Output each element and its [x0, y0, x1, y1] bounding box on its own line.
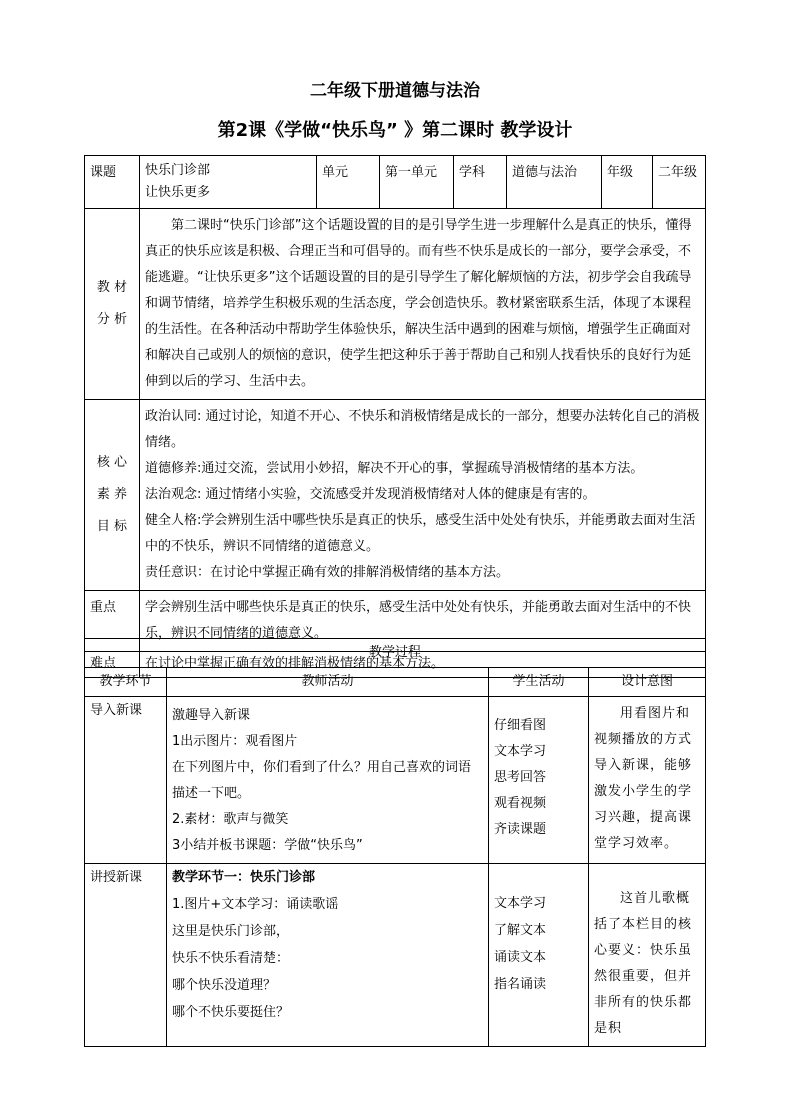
student-activity-line: 思考回答 [494, 770, 547, 785]
student-activity-line: 了解文本 [494, 923, 547, 938]
teacher-activity-line: 激趣导入新课 [172, 708, 251, 723]
student-activity-line: 仔细看图 [494, 718, 547, 733]
design-intent-cell: 这首儿歌概括了本栏目的核心要义：快乐虽然很重要，但并非所有的快乐都是积 [589, 864, 706, 1047]
unit-value: 第一单元 [380, 156, 454, 209]
core-goal-item: 政治认同: 通过讨论，知道不开心、不快乐和消极情绪是成长的一部分，想要办法转化自己的消极情绪。 [145, 409, 700, 450]
teacher-activity-cell [167, 864, 489, 1047]
topic-line-1: 快乐门诊部 [145, 163, 211, 178]
analysis-text: 第二课时“快乐门诊部”这个话题设置的目的是引导学生进一步理解什么是真正的快乐，懂得真正的快乐应该是积极、合理正当和可倡导的。而有些不快乐是成长的一部分，要学会承受，不能逃避。“让快乐更多”这个话题设置的目的是引导学生了解化解烦恼的方法，初步学会自我疏导和调节情绪，培养学生积极乐观的生活态度，学会创造快乐。教材紧密联系生活，体现了本课程的生活性。在各种活动中帮助学生体验快乐，解决生活中遇到的困难与烦恼，增强学生正确面对和解决自己或别人的烦恼的意识，使学生把这种乐于善于帮助自己和别人找看快乐的良好行为延伸到以后的学习、生活中去。 [140, 209, 706, 400]
col-header-stage: 教学环节 [85, 668, 167, 697]
overview-table [84, 155, 706, 678]
process-title: 教学过程 [85, 639, 706, 668]
lesson-title: 第2课《学做“快乐鸟” 》第二课时 教学设计 [217, 120, 573, 141]
teacher-activity-line: 在下列图片中，你们看到了什么？用自己喜欢的词语描述一下吧。 [172, 760, 472, 801]
stage-cell: 讲授新课 [85, 864, 167, 1047]
key-point-text: 学会辨别生活中哪些快乐是真正的快乐，感受生活中处处有快乐，并能勇敢去面对生活中的不快乐，辨识不同情绪的道德意义。 [140, 591, 706, 652]
student-activity-line: 诵读文本 [494, 950, 547, 965]
core-row [85, 400, 706, 591]
core-goal-item: 道德修养:通过交流，尝试用小妙招，解决不开心的事，掌握疏导消极情绪的基本方法。 [145, 461, 644, 476]
topic-label: 课题 [85, 156, 140, 209]
teacher-activity-line: 快乐不快乐看清楚： [172, 951, 290, 966]
unit-label: 单元 [317, 156, 380, 209]
student-activity-cell [489, 697, 589, 864]
analysis-label [85, 209, 140, 400]
analysis-label-line-1: 教 材 [96, 280, 128, 295]
student-activity-line: 观看视频 [494, 796, 547, 811]
core-goal-item: 健全人格:学会辨别生活中哪些快乐是真正的快乐，感受生活中处处有快乐，并能勇敢去面对生活中的不快乐，辨识不同情绪的道德意义。 [145, 513, 696, 554]
teacher-activity-line: 3小结并板书课题：学做“快乐鸟” [172, 838, 363, 853]
col-header-intent: 设计意图 [589, 668, 706, 697]
teacher-activity-line: 1.图片+文本学习：诵读歌谣 [172, 897, 339, 912]
process-title-row [85, 639, 706, 668]
process-table [84, 638, 706, 1047]
teacher-activity-line: 1出示图片：观看图片 [172, 734, 298, 749]
core-goal-item: 责任意识：在讨论中掌握正确有效的排解消极情绪的基本方法。 [145, 565, 510, 580]
teacher-activity-line: 2.素材：歌声与微笑 [172, 812, 289, 827]
topic-line-2: 让快乐更多 [145, 185, 211, 200]
topic-value [140, 156, 317, 209]
student-activity-line: 齐读课题 [494, 822, 547, 837]
stage-cell: 导入新课 [85, 697, 167, 864]
difficulty-label: 难点 [85, 652, 140, 678]
teacher-activity-line: 哪个快乐没道理？ [172, 978, 277, 993]
col-header-students: 学生活动 [489, 668, 589, 697]
process-row-intro [85, 697, 706, 864]
analysis-row [85, 209, 706, 400]
grade-value: 二年级 [653, 156, 706, 209]
teaching-step-heading: 教学环节一：快乐门诊部 [172, 870, 316, 885]
grade-label: 年级 [602, 156, 653, 209]
col-header-teacher: 教师活动 [167, 668, 489, 697]
student-activity-line: 文本学习 [494, 744, 547, 759]
process-header-row [85, 668, 706, 697]
core-goal-item: 法治观念: 通过情绪小实验，交流感受并发现消极情绪对人体的健康是有害的。 [145, 487, 596, 502]
header-row [85, 156, 706, 209]
student-activity-line: 指名诵读 [494, 977, 547, 992]
student-activity-line: 文本学习 [494, 896, 547, 911]
core-label [85, 400, 140, 591]
design-intent-cell: 用看图片和视频播放的方式导入新课，能够激发小学生的学习兴趣，提高课堂学习效率。 [589, 697, 706, 864]
core-label-line-3: 目 标 [96, 519, 128, 534]
key-point-label: 重点 [85, 591, 140, 652]
teacher-activity-line: 哪个不快乐要挺住？ [172, 1005, 290, 1020]
core-label-line-2: 素 养 [96, 487, 128, 502]
difficulty-text: 在讨论中掌握正确有效的排解消极情绪的基本方法。 [140, 652, 706, 678]
subject-value: 道德与法治 [507, 156, 602, 209]
subject-label: 学科 [454, 156, 507, 209]
process-row-new-lesson [85, 864, 706, 1047]
teacher-activity-cell [167, 697, 489, 864]
core-goals [140, 400, 706, 591]
student-activity-cell [489, 864, 589, 1047]
document-title: 二年级下册道德与法治 [310, 81, 480, 101]
analysis-label-line-2: 分 析 [96, 312, 128, 327]
core-label-line-1: 核 心 [96, 455, 128, 470]
teacher-activity-line: 这里是快乐门诊部， [172, 924, 290, 939]
